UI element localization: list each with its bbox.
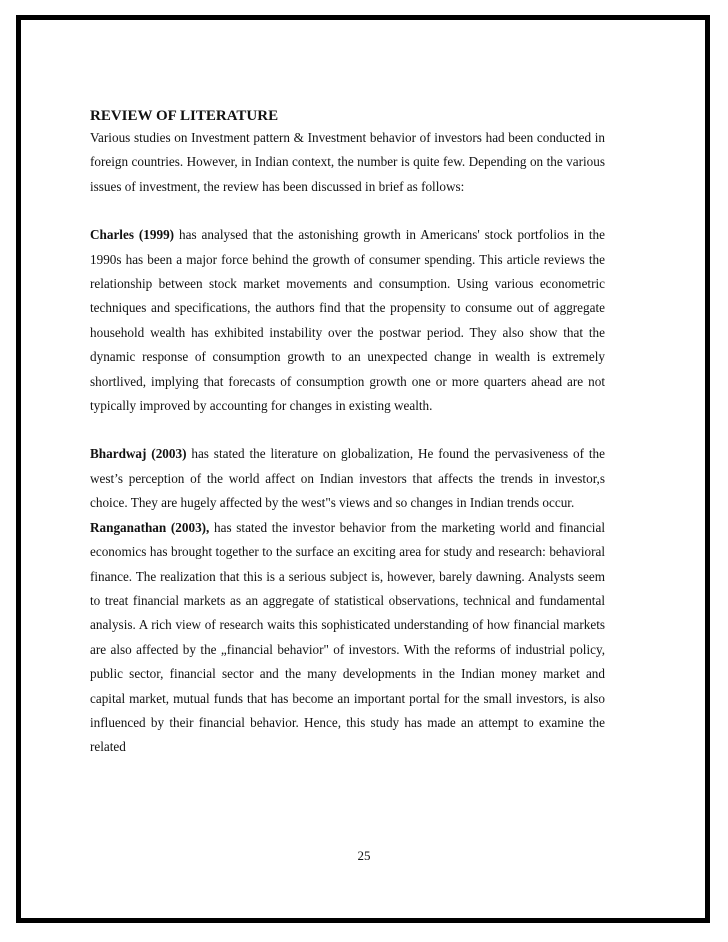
document-body	[90, 42, 605, 760]
intro-paragraph: Various studies on Investment pattern & Investment behavior of investors had been conducted in foreign countries. However, in Indian context, the number is quite few. Depending on the various issues of investment, the review has been discussed in brief as follows:	[90, 130, 605, 194]
author-citation: Bhardwaj (2003)	[90, 446, 187, 462]
review-paragraph-bhardwaj	[90, 442, 605, 515]
review-paragraph-ranganathan	[90, 516, 605, 760]
author-citation: Ranganathan (2003),	[90, 519, 210, 535]
page-number: 25	[357, 848, 371, 863]
review-paragraph-charles	[90, 223, 605, 418]
review-text: has stated the investor behavior from the marketing world and financial economics has brought together to the surface an exciting area for study and research: behavioral finance. The realization that this is a serious subject is, however, barely dawning. Analysts seem to treat financial markets as an aggregate of statistical observations, technical and fundamental analysis. A rich view of research waits this sophisticated understanding of how financial markets are also affected by the „financial behavior" of investors. With the reforms of industrial policy, public sector, financial sector and the many developments in the Indian money market and capital market, mutual funds that has become an important portal for the small investors, is also influenced by their financial behavior. Hence, this study has made an attempt to examine the related	[90, 519, 605, 755]
author-citation: Charles (1999)	[90, 227, 175, 243]
review-text: has analysed that the astonishing growth in Americans' stock portfolios in the 1990s has been a major force behind the growth of consumer spending. This article reviews the relationship between stock market movements and consumption. Using various econometric techniques and specifications, the authors find that the propensity to consume out of aggregate household wealth has exhibited instability over the postwar period. They also show that the dynamic response of consumption growth to an unexpected change in wealth is extremely shortlived, implying that forecasts of consumption growth one or more quarters ahead are not typically improved by accounting for changes in existing wealth.	[90, 227, 605, 414]
section-heading: REVIEW OF LITERATURE	[90, 108, 279, 124]
review-text: has stated the literature on globalization, He found the pervasiveness of the west’s perception of the world affect on Indian investors that affects the trends in investor,s choice. They are hugely affected by the west"s views and so changes in Indian trends occur.	[90, 446, 605, 511]
